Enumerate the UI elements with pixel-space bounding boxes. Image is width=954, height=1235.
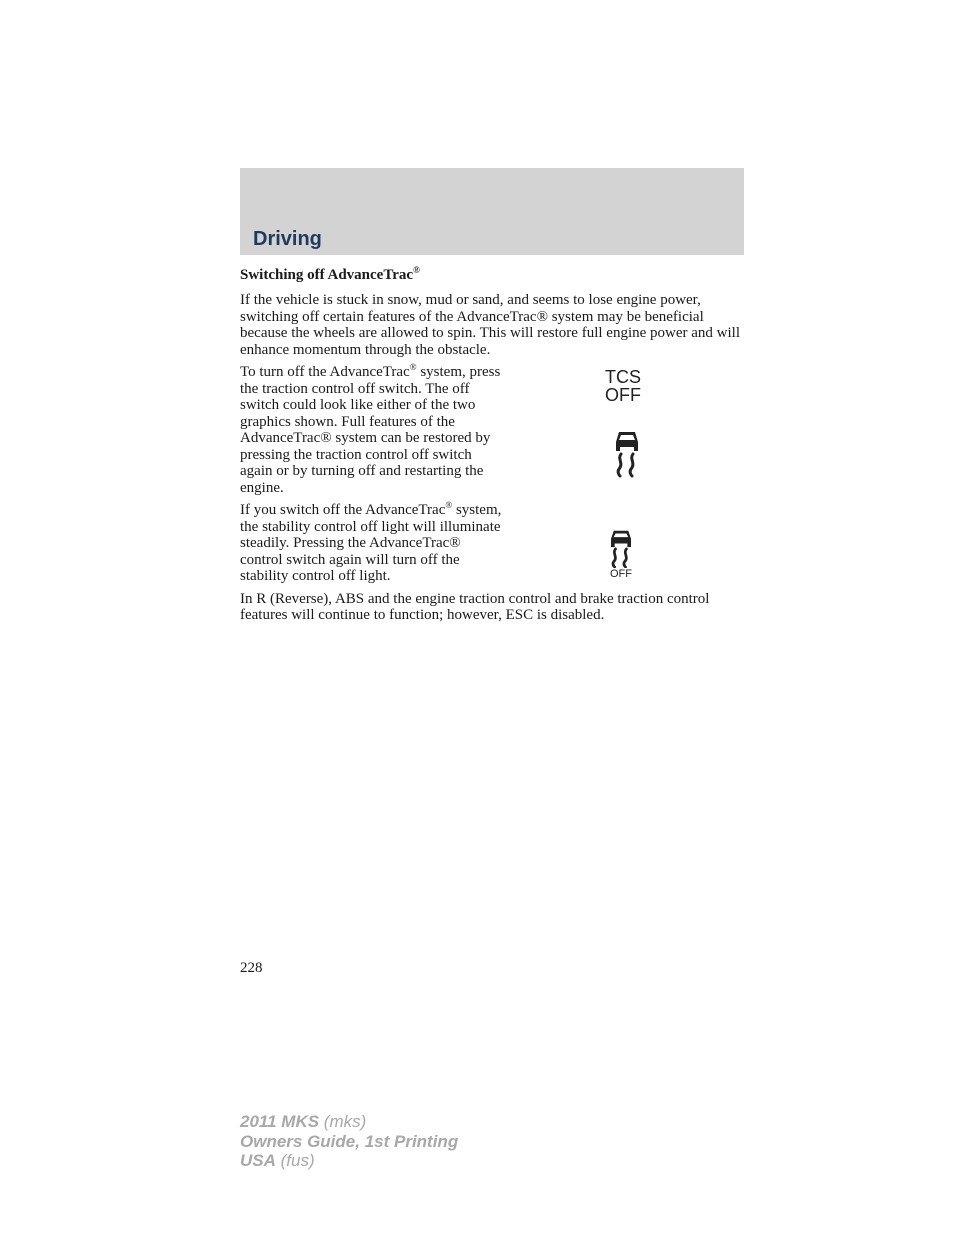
traction-skid-icon bbox=[613, 428, 641, 478]
tcs-off-label: OFF bbox=[605, 385, 641, 405]
page-content bbox=[240, 266, 746, 630]
footer-model-line bbox=[240, 1112, 458, 1132]
traction-skid-off-icon bbox=[608, 528, 634, 568]
footer-guide-line bbox=[240, 1132, 458, 1152]
footer-region-line bbox=[240, 1151, 458, 1171]
turn-off-row bbox=[240, 364, 746, 496]
registered-mark: ® bbox=[409, 362, 417, 372]
paragraph-stability-light-rest: system, the stability control off light will illuminate steadily. Pressing the AdvanceTrac® control switch again will turn off the stability control off light. bbox=[240, 502, 502, 584]
paragraph-stuck-vehicle: If the vehicle is stuck in snow, mud or sand, and seems to lose engine power, switching off certain features of the AdvanceTrac® system may be beneficial because the wheels are allowed to spin. This will restore full engine power and will enhance momentum through the obstacle. bbox=[240, 292, 740, 358]
registered-mark: ® bbox=[413, 265, 420, 275]
section-heading bbox=[240, 266, 746, 284]
stability-light-row bbox=[240, 502, 746, 585]
footer-region-code: (fus) bbox=[280, 1151, 315, 1170]
footer-model: 2011 MKS bbox=[240, 1112, 320, 1131]
skid-off-label: OFF bbox=[610, 568, 632, 580]
paragraph-turn-off bbox=[240, 364, 502, 496]
section-header-band bbox=[240, 168, 744, 255]
paragraph-stability-light bbox=[240, 502, 502, 585]
footer-model-code: (mks) bbox=[323, 1112, 367, 1131]
tcs-off-icon bbox=[603, 368, 643, 404]
footer-guide: Owners Guide, 1st Printing bbox=[240, 1131, 459, 1151]
footer-region: USA bbox=[240, 1151, 276, 1170]
paragraph-reverse: In R (Reverse), ABS and the engine traction control and brake traction control features will continue to function; however, ESC is disabled. bbox=[240, 590, 710, 623]
paragraph-stability-light-start: If you switch off the AdvanceTrac bbox=[240, 502, 446, 518]
page-number: 228 bbox=[240, 960, 263, 976]
document-footer bbox=[240, 1112, 458, 1171]
tcs-label: TCS bbox=[605, 367, 641, 387]
registered-mark: ® bbox=[445, 500, 453, 510]
paragraph-turn-off-rest: system, press the traction control off switch. The off switch could look like either of the two graphics shown. Full features of the AdvanceTrac® system can be restored by pressing the traction control off switch again or by turning off and restarting the engine. bbox=[240, 364, 501, 496]
paragraph-turn-off-start: To turn off the AdvanceTrac bbox=[240, 364, 410, 380]
section-heading-text: Switching off AdvanceTrac bbox=[240, 267, 414, 283]
section-title: Driving bbox=[253, 228, 322, 250]
